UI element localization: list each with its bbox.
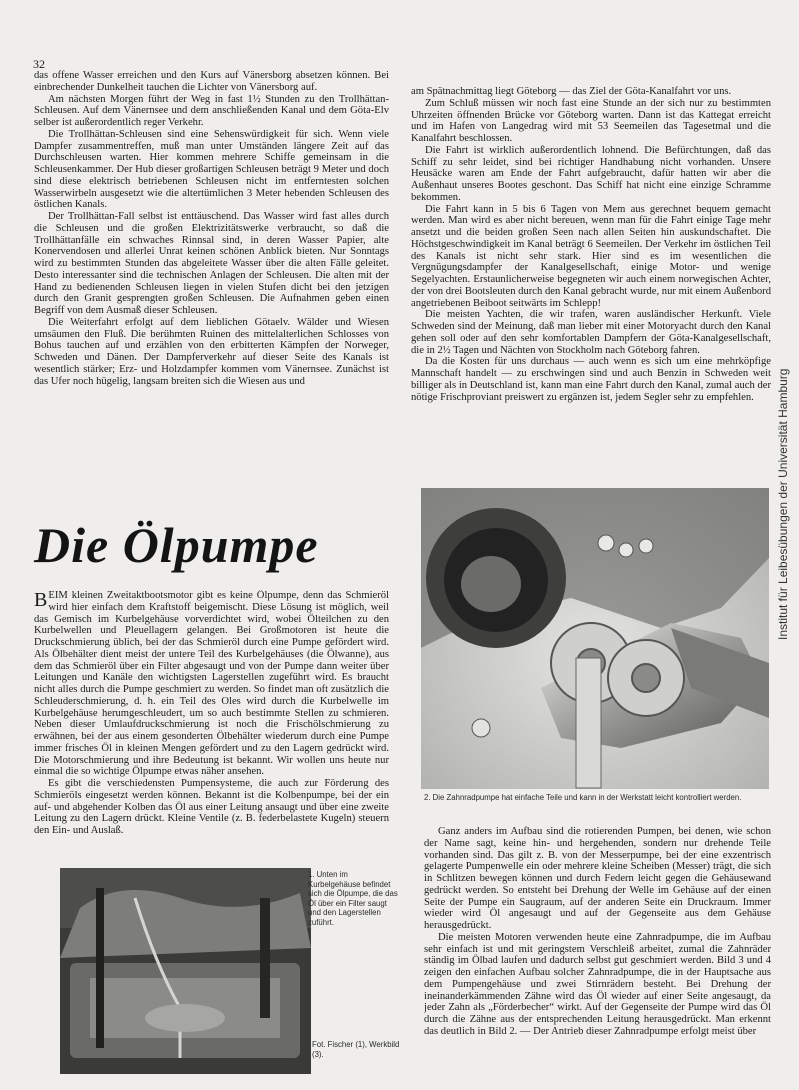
intro-paragraph <box>34 590 389 778</box>
paragraph: Der Trollhättan-Fall selbst ist enttäuschend. Das Wasser wird fast alles durch die Schleusen und die großen Elektrizitätswerke verbraucht, so daß die Trollhättanfälle ein schwaches Rinnsal sind, in deren Wasser Papier, alte Konervendosen und allerlei Unrat keinen schönen Anblick bieten. Nur Sonntags wird zu bestimmten Stunden das abgeleitete Wasser über die alten Fälle geleitet. Desto interessanter sind die technischen Anlagen der Schleusen. Die alten mit der Hand zu bedienenden Schleusen liegen in vielen Stufen dicht bei den jetzigen durch den Granit gesprengten großen Schleusen. Die Aufnahmen geben einen Begriff von dem Ausmaß dieser Schleusen. <box>34 211 389 316</box>
intro-text: EIM kleinen Zweitaktbootsmotor gibt es keine Ölpumpe, denn das Schmieröl wird hier einfach dem Kraftstoff beigemischt. Diese Lösung ist möglich, weil das Gemisch im Kurbelgehäuse vorverdichtet wird, wobei Ölteilchen zu den Kurbelwellen und Pleuellagern gelangen. Bei Großmotoren ist heute die Druckschmierung üblich, bei der das Schmieröl durch eine Pumpe gefördert wird. Als Ölbehälter dient meist der untere Teil des Kurbelgehäuses (die Ölwanne), aus dem das Schmieröl über ein Filter abgesaugt und von der Pumpe dann weiter über Leitungen und Kanäle den wichtigsten Lagerstellen zugeführt wird. Es braucht nicht alles durch die Pumpe geschmiert zu werden. So findet man oft zusätzlich die Schleuderschmierung, d. h. ein Teil des Oles wird durch die Kurbelwelle im Kurbelgehäuse herumgeschleudert, um so auch bestimmte Stellen zu schmieren. Neben dieser Umlaufdruckschmierung ist noch die Frischölschmierung zu erwähnen, bei der aus einem gesonderten Ölbehälter wiederum durch eine Pumpe immer frisches Öl in kleinen Mengen gefördert und zu den Lagern gedrückt wird. Die Motorschmierung und ihre Bedeutung ist bekannt. Wir wollen uns heute nur einmal die so wichtige Ölpumpe etwas näher ansehen. <box>34 590 389 778</box>
paragraph: Die meisten Motoren verwenden heute eine Zahnradpumpe, die im Aufbau sehr einfach ist und mit geringstem Verschleiß arbeitet, zumal die Zahnräder ständig im Ölbad laufen und dadurch selbst gut geschmiert werden. Bild 3 und 4 zeigen den einfachen Aufbau solcher Zahnradpumpe, die in der Hauptsache aus dem Pumpengehäuse und zwei Stirnrädern besteht. Bei Drehung der ineinanderkämmenden Zähne wird das Öl wieder auf einer Seite angesaugt, da jeder Zahn als „Förderbecher“ wirkt. Auf der Gegenseite der Pumpe wird das Öl durch die Zähne aus der entsprechenden Leitung herausgedrückt. Man erkennt das deutlich in Bild 2. — Der Antrieb dieser Zahnradpumpe erfolgt meist über <box>424 931 771 1037</box>
photo-credit: Fot. Fischer (1), Werkbild (3). <box>312 1040 400 1059</box>
article-column-top-left <box>34 70 389 475</box>
gear-pump-photo-icon <box>421 488 769 789</box>
paragraph: Die Fahrt ist wirklich außerordentlich lohnend. Die Befürchtungen, daß das Schiff zu sehr leidet, sind bei richtiger Handhabung nicht vorhanden. Unsere Heusäcke waren am Ende der Fahrt aufgebraucht, dafür hatten wir aber die Außenhaut unseres Bootes geschont. Das Schiff hat nicht eine einzige Schramme bekommen. <box>411 144 771 203</box>
paragraph: Ganz anders im Aufbau sind die rotierenden Pumpen, bei denen, wie schon der Name sagt, keine hin- und hergehenden, sondern nur drehende Teile vorhanden sind. Das gilt z. B. von der Messerpumpe, bei der eine exzentrisch gelagerte Pumpenwelle ein oder mehrere kleine Scheiben (Messer) trägt, die sich in Schlitzen bewegen können und durch Federn leicht gegen die Gehäusewand gedrückt werden. So entsteht bei Drehung der Welle im Gehäuse auf der einen Seite der Pumpe ein Saugraum, auf der anderen Seite ein Druckraum. Immer wieder wird Öl angesaugt und auf der Gegenseite aus dem Gehäuse herausgedrückt. <box>424 826 771 931</box>
paragraph: Die Fahrt kann in 5 bis 6 Tagen von Mem aus gerechnet bequem gemacht werden. Man wird es aber nicht bereuen, wenn man für die Fahrt einige Tage mehr ansetzt und die beiden großen Seen nach allen Seiten hin auskundschaftet. Die Höchstgeschwindigkeit im Kanal beträgt 6 Seemeilen. Der Verkehr im östlichen Teil des Kanals ist nicht sehr stark. Hier sind es im wesentlichen die Vergnügungsdampfer der Kanalgesellschaft, einige Motor- und wenige Segelyachten. Erstaunlicherweise begegneten wir auch einem norwegischen Achter, der von drei Bootsleuten durch den Kanal gebracht wurde, nur mit einem Außenbord angetriebenen Beiboot seitwärts im Schlepp! <box>411 203 771 309</box>
paragraph: Die Weiterfahrt erfolgt auf dem lieblichen Götaelv. Wälder und Wiesen umsäumen den Fluß. Die berühmten Ruinen des mittelalterlichen Schlosses von Bohus tauchen auf und erzählen von den erbitterten Kämpfen der Norweger, Schweden und Dänen. Der Dampferverkehr auf dieser Seite des Kanals ist wesentlich stärker; Erz- und Holzdampfer kommen vom Vänernsee. Zunächst ist das Ufer noch hügelig, langsam breiten sich die Wiesen aus und <box>34 316 389 387</box>
article-column-main-right <box>424 826 771 1078</box>
paragraph: Am nächsten Morgen führt der Weg in fast 1½ Stunden zu den Trollhättan-Schleusen. Auf dem Vänernsee und dem anschließenden Kanal und dem Göta-Elv selber ist außerordentlich reger Verkehr. <box>34 93 389 128</box>
photo-gear-pump <box>421 488 769 789</box>
paragraph: Zum Schluß müssen wir noch fast eine Stunde an der sich nur zu bestimmten Uhrzeiten öffnenden Brücke vor Göteborg warten. Dann ist das Kattegat erreicht und im Hafen von Langedrag wird mit 53 Seemeilen das Tagesetmal und die Kanalfahrt beschlossen. <box>411 97 771 144</box>
page-number: 32 <box>33 57 45 71</box>
paragraph: das offene Wasser erreichen und den Kurs auf Vänersborg absetzen können. Bei einbrechender Dunkelheit tauchen die Lichter von Vänersborg auf. <box>34 70 389 93</box>
paragraph: Es gibt die verschiedensten Pumpensysteme, die auch zur Förderung des Schmieröls eingesetzt werden können. Bekannt ist die Kolbenpumpe, bei der ein auf- und abgehender Kolben das Öl aus einer Leitung ansaugt und über eine zweite Leitung zu den Lagern drückt. Kleine Ventile (z. B. federbelastete Kugeln) steuern den Ein- und Auslaß. <box>34 778 389 836</box>
article-column-top-right <box>411 86 771 466</box>
photo-crankcase <box>60 868 311 1074</box>
archive-stamp: Institut für Leibesübungen der Universität Hamburg <box>776 368 790 640</box>
paragraph: Die meisten Yachten, die wir trafen, waren ausländischer Herkunft. Viele Schweden sind der Meinung, daß man lieber mit einer Motoryacht durch den Kanal gehen soll oder auf den sehr komfortablen Dampfern der Göta-Kanalgesellschaft, die in 2½ Tagen und Nächten von Stockholm nach Göteborg fahren. <box>411 309 771 356</box>
drop-cap: B <box>34 590 48 611</box>
caption-figure-1: 1. Unten im Kurbelgehäuse befindet sich die Ölpumpe, die das Öl über ein Filter saugt und den Lagerstellen zuführt. <box>308 870 398 927</box>
paragraph: Die Trollhättan-Schleusen sind eine Sehenswürdigkeit für sich. Wenn viele Dampfer zusammentreffen, muß man unter Umständen längere Zeit auf das Durchschleusen warten. Hier kommen mehrere Schiffe gemeinsam in die Schleusenkammer. Der Hub dieser großartigen Schleusen beträgt 9 Meter und doch sind diese elektrisch betriebenen Schleusen nicht im entferntesten solchen Wasserwirbeln ausgesetzt wie die altertümlichen 3 Meter hebenden Schleusen des östlichen Kanals. <box>34 128 389 211</box>
paragraph: Da die Kosten für uns durchaus — auch wenn es sich um eine mehrköpfige Mannschaft handelt — zu erschwingen sind und auch Benzin in Schweden weit billiger als in Deutschland ist, kann man eine Fahrt durch den Kanal, zumal auch der nötige Frischproviant preiswert zu ergänzen ist, jedem Segler sehr zu empfehlen. <box>411 356 771 403</box>
article-title: Die Ölpumpe <box>34 517 319 573</box>
caption-figure-2: 2. Die Zahnradpumpe hat einfache Teile und kann in der Werkstatt leicht kontrolliert werden. <box>424 793 742 802</box>
paragraph: am Spätnachmittag liegt Göteborg — das Ziel der Göta-Kanalfahrt vor uns. <box>411 86 732 97</box>
article-column-main-left <box>34 590 389 860</box>
crankcase-photo-icon <box>60 868 311 1074</box>
